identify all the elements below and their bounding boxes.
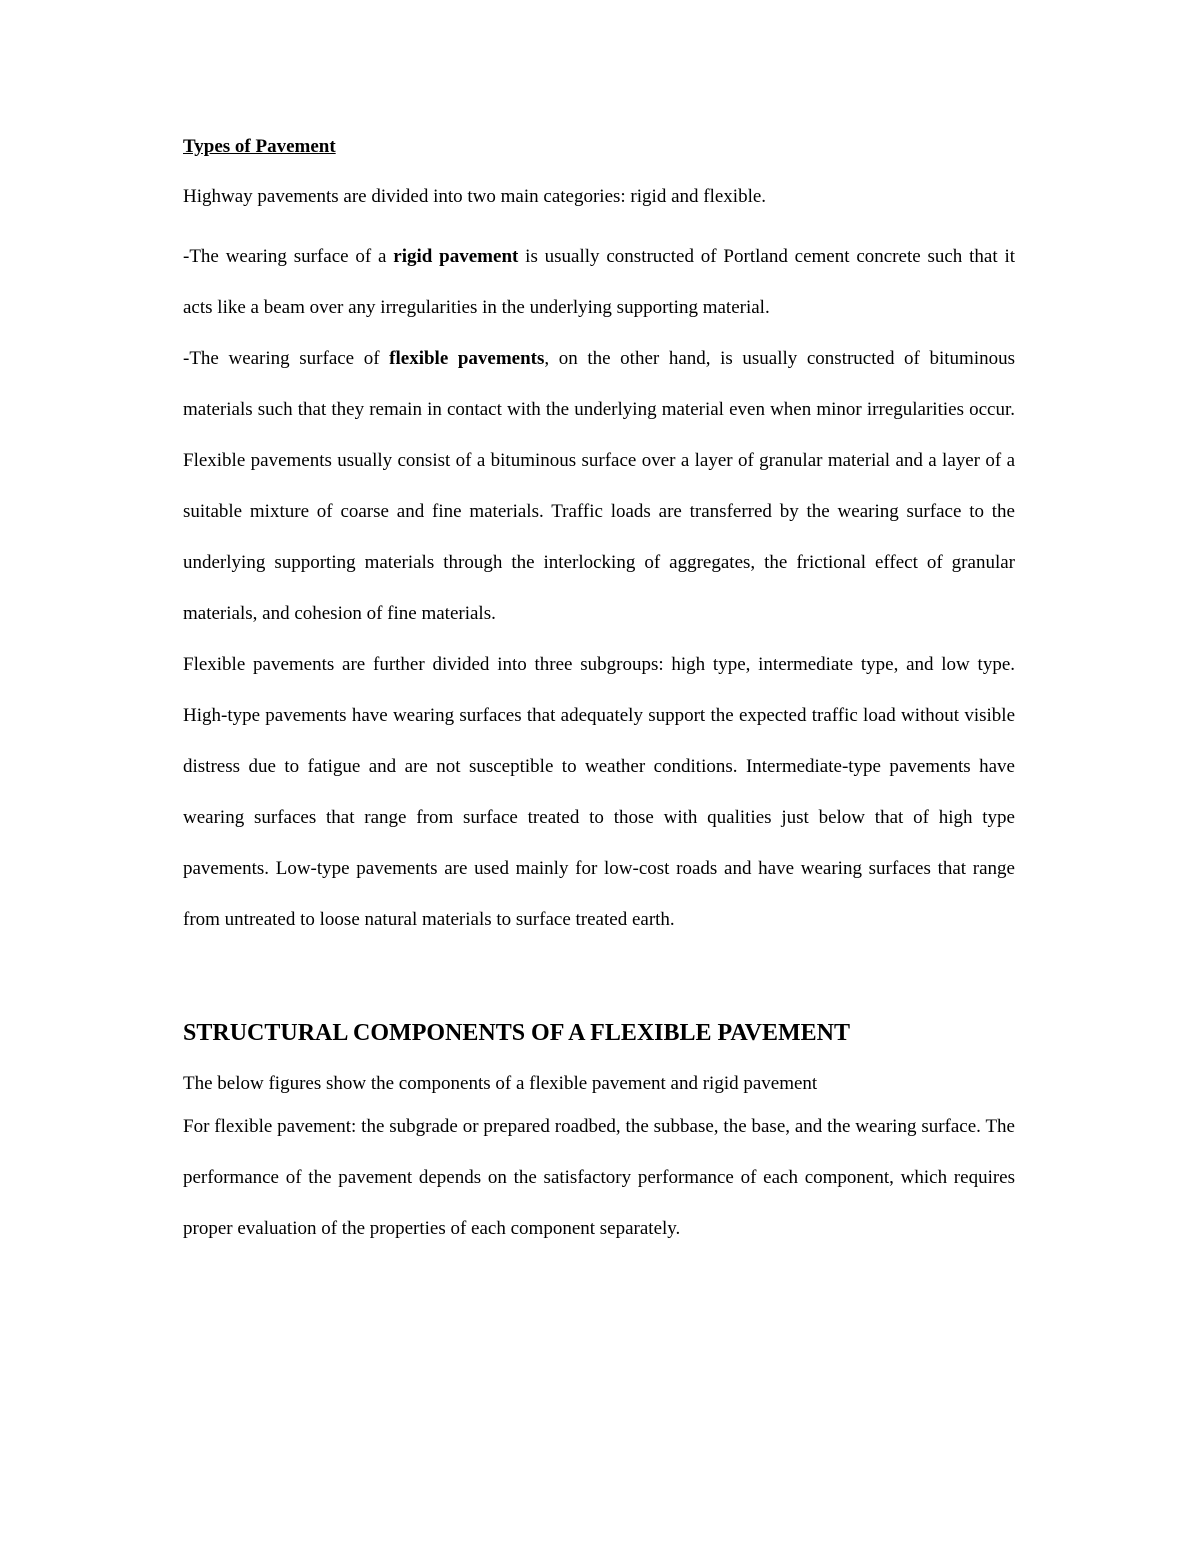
flexible-pavements-term: flexible pavements	[389, 348, 545, 369]
rigid-pavement-term: rigid pavement	[393, 246, 519, 267]
intro-paragraph: Highway pavements are divided into two main categories: rigid and flexible.	[183, 186, 767, 207]
flexible-pre-text: -The wearing surface of	[183, 348, 390, 369]
rigid-post-text: is usually constructed of Portland cement concrete such that it acts like a beam over any irregularities in the underlying supporting material.	[183, 246, 1016, 318]
flexible-components-paragraph: For flexible pavement: the subgrade or prepared roadbed, the subbase, the base, and the wearing surface. The performance of the pavement depends on the satisfactory performance of each component, which requires proper evaluation of the properties of each component separately.	[183, 1116, 1015, 1239]
subgroups-paragraph: Flexible pavements are further divided into three subgroups: high type, intermediate type, and low type. High-type pavements have wearing surfaces that adequately support the expected traffic load without visible distress due to fatigue and are not susceptible to weather conditions. Intermediate-type pavements have wearing surfaces that range from surface treated to those with qualities just below that of high type pavements. Low-type pavements are used mainly for low-cost roads and have wearing surfaces that range from untreated to loose natural materials to surface treated earth.	[183, 654, 1015, 930]
rigid-pre-text: -The wearing surface of a	[183, 246, 394, 267]
figures-intro-paragraph: The below figures show the components of a flexible pavement and rigid pavement	[183, 1073, 818, 1094]
flexible-pavement-paragraph	[183, 333, 1015, 639]
section-title-types-of-pavement: Types of Pavement	[183, 136, 336, 157]
document-page	[183, 130, 1015, 1254]
flexible-post-text: , on the other hand, is usually constructed of bituminous materials such that they remain in contact with the underlying material even when minor irregularities occur. Flexible pavements usually consist of a bituminous surface over a layer of granular material and a layer of a suitable mixture of coarse and fine materials. Traffic loads are transferred by the wearing surface to the underlying supporting materials through the interlocking of aggregates, the frictional effect of granular materials, and cohesion of fine materials.	[183, 348, 1015, 624]
rigid-pavement-paragraph	[183, 231, 1015, 333]
structural-components-heading: STRUCTURAL COMPONENTS OF A FLEXIBLE PAVEMENT	[183, 1020, 850, 1046]
